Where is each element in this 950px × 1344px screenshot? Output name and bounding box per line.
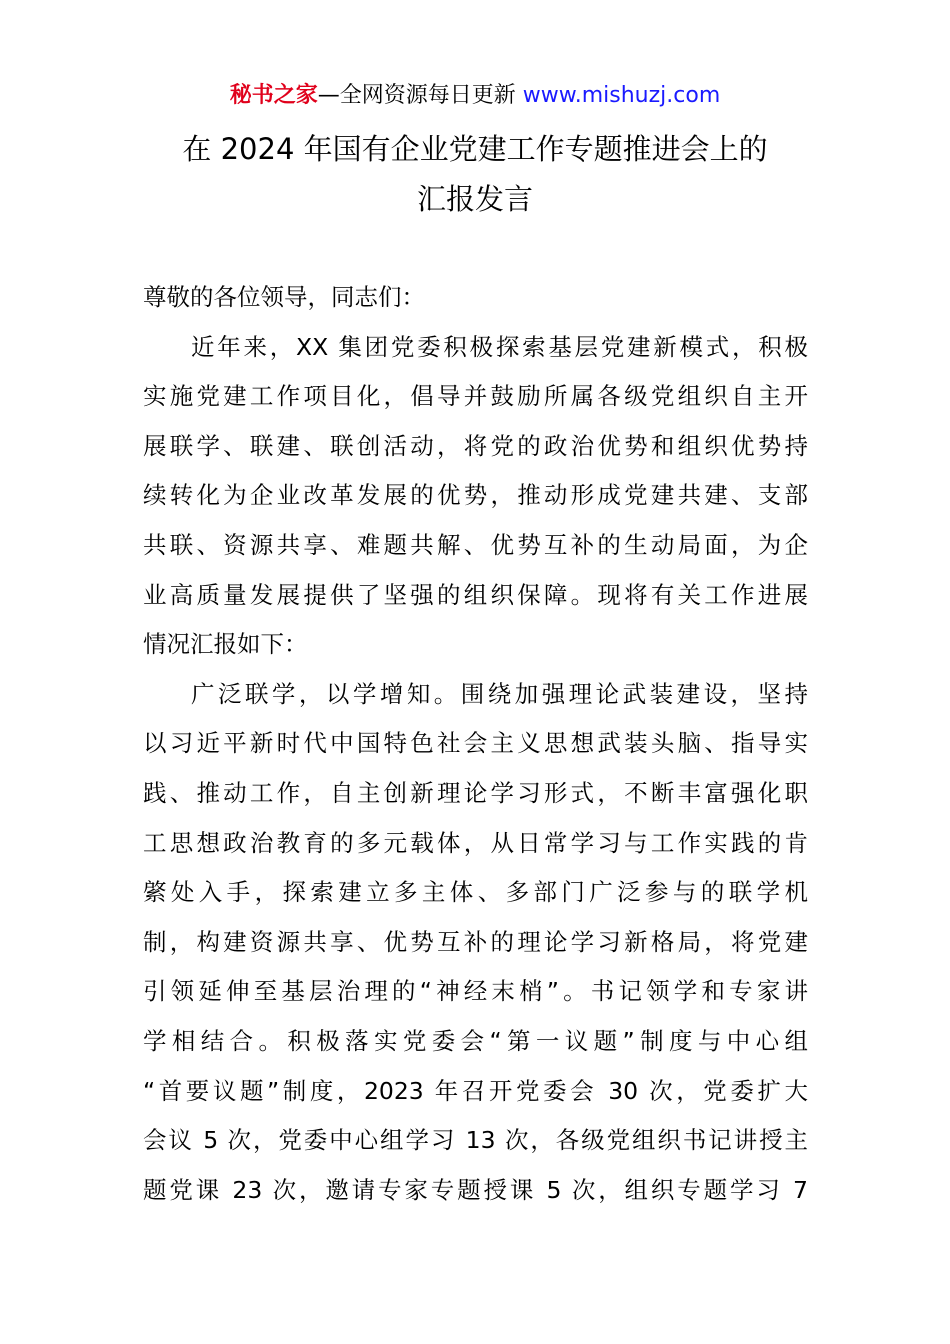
paragraph-line: 题党课 23 次，邀请专家专题授课 5 次，组织专题学习 7 [143,1175,808,1204]
brand-name: 秘书之家 [229,83,318,108]
paragraph-line: “首要议题”制度，2023 年召开党委会 30 次，党委扩大 [143,1076,808,1105]
document-body [143,273,808,1215]
paragraph-line: 共联、资源共享、难题共解、优势互补的生动局面，为企 [143,530,808,559]
paragraph-line: 工思想政治教育的多元载体，从日常学习与工作实践的肯 [143,828,808,857]
banner-tagline: —全网资源每日更新 [317,83,516,108]
paragraph-line: 践、推动工作，自主创新理论学习形式，不断丰富强化职 [143,778,808,807]
paragraph-line: 展联学、联建、联创活动，将党的政治优势和组织优势持 [143,431,808,460]
paragraph-2 [143,670,808,1216]
site-banner [0,80,950,112]
site-url-link[interactable]: www.mishuzj.com [522,83,721,108]
paragraph-line: 制，构建资源共享、优势互补的理论学习新格局，将党建 [143,927,808,956]
paragraph-1 [143,323,808,670]
document-title [80,124,870,224]
paragraph-line: 广泛联学，以学增知。围绕加强理论武装建设，坚持 [191,679,808,708]
paragraph-line: 以习近平新时代中国特色社会主义思想武装头脑、指导实 [143,729,808,758]
paragraph-line: 引领延伸至基层治理的“神经末梢”。书记领学和专家讲 [143,977,808,1006]
salutation: 尊敬的各位领导，同志们： [143,283,425,311]
paragraph-line: 綮处入手，探索建立多主体、多部门广泛参与的联学机 [143,878,808,907]
paragraph-line: 业高质量发展提供了坚强的组织保障。现将有关工作进展 [143,580,808,609]
paragraph-line: 学相结合。积极落实党委会“第一议题”制度与中心组 [143,1026,808,1055]
title-line-1: 在 2024 年国有企业党建工作专题推进会上的 [182,132,768,166]
paragraph-line: 近年来，XX 集团党委积极探索基层党建新模式，积极 [191,332,808,361]
paragraph-line: 实施党建工作项目化，倡导并鼓励所属各级党组织自主开 [143,382,808,411]
paragraph-line: 会议 5 次，党委中心组学习 13 次，各级党组织书记讲授主 [143,1126,808,1155]
paragraph-line: 续转化为企业改革发展的优势，推动形成党建共建、支部 [143,481,808,510]
title-line-2: 汇报发言 [416,182,533,216]
paragraph-line: 情况汇报如下： [143,630,308,659]
